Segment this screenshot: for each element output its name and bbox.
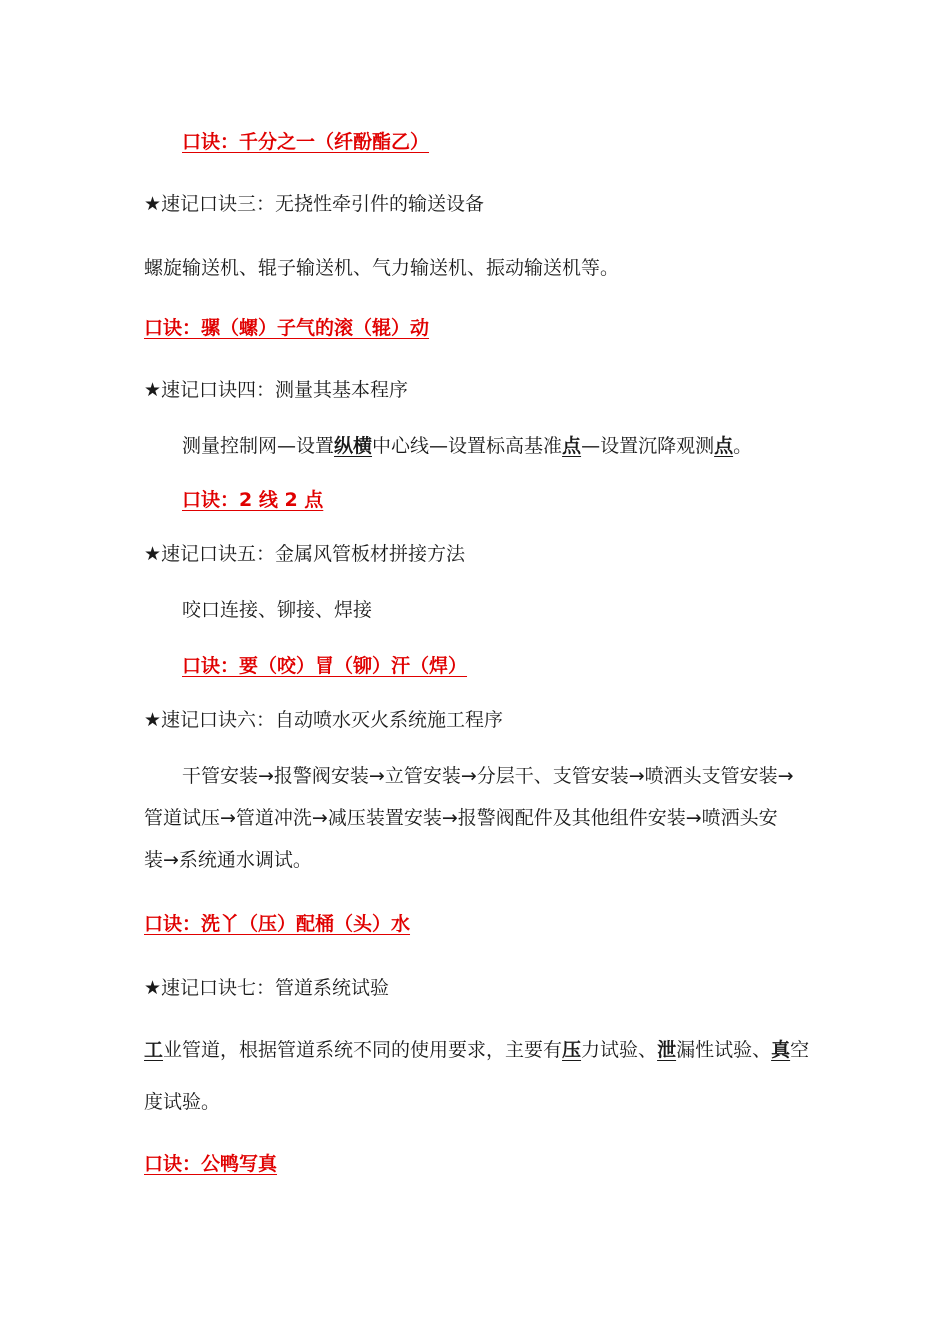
keyword: 纵横 [334,435,373,457]
mnemonic-5: 口诀：要（咬）冒（铆）汗（焊） [182,655,468,677]
keyword: 泄 [657,1039,677,1061]
mnemonic-4: 口诀：2 线 2 点 [182,489,324,511]
heading-3: ★速记口诀三：无挠性牵引件的输送设备 [144,193,485,215]
paragraph-7-line-2: 度试验。 [144,1091,221,1113]
text-segment: 漏性试验、 [676,1039,772,1061]
paragraph-5: 咬口连接、铆接、焊接 [182,599,373,621]
paragraph-6-line-1: 干管安装→报警阀安装→立管安装→分层干、支管安装→喷洒头支管安装→ [182,765,794,787]
keyword: 点 [562,435,582,457]
keyword: 压 [562,1039,582,1061]
heading-4: ★速记口诀四：测量其基本程序 [144,379,409,401]
text-segment: —设置沉降观测 [581,435,715,457]
heading-5: ★速记口诀五：金属风管板材拼接方法 [144,543,466,565]
keyword: 工 [144,1039,164,1061]
paragraph-4 [182,434,752,458]
heading-7: ★速记口诀七：管道系统试验 [144,977,390,999]
text-segment: 力试验、 [581,1039,658,1061]
text-segment: 中心线—设置标高基准 [372,435,563,457]
mnemonic-3: 口诀：骡（螺）子气的滚（辊）动 [144,317,430,339]
text-segment: 。 [733,435,753,457]
paragraph-6-line-3: 装→系统通水调试。 [144,849,312,871]
paragraph-7-line-1 [144,1038,809,1062]
keyword: 点 [714,435,734,457]
keyword: 真 [771,1039,791,1061]
mnemonic-2: 口诀：千分之一（纤酚酯乙） [182,131,430,153]
heading-6: ★速记口诀六：自动喷水灭火系统施工程序 [144,709,504,731]
text-segment: 测量控制网—设置 [182,435,335,457]
paragraph-6-line-2: 管道试压→管道冲洗→减压装置安装→报警阀配件及其他组件安装→喷洒头安 [144,807,778,829]
mnemonic-7: 口诀：公鸭写真 [144,1153,278,1175]
text-segment: 业管道，根据管道系统不同的使用要求，主要有 [163,1039,563,1061]
paragraph-3: 螺旋输送机、辊子输送机、气力输送机、振动输送机等。 [144,257,620,279]
mnemonic-6: 口诀：洗丫（压）配桶（头）水 [144,913,411,935]
text-segment: 空 [790,1039,810,1061]
